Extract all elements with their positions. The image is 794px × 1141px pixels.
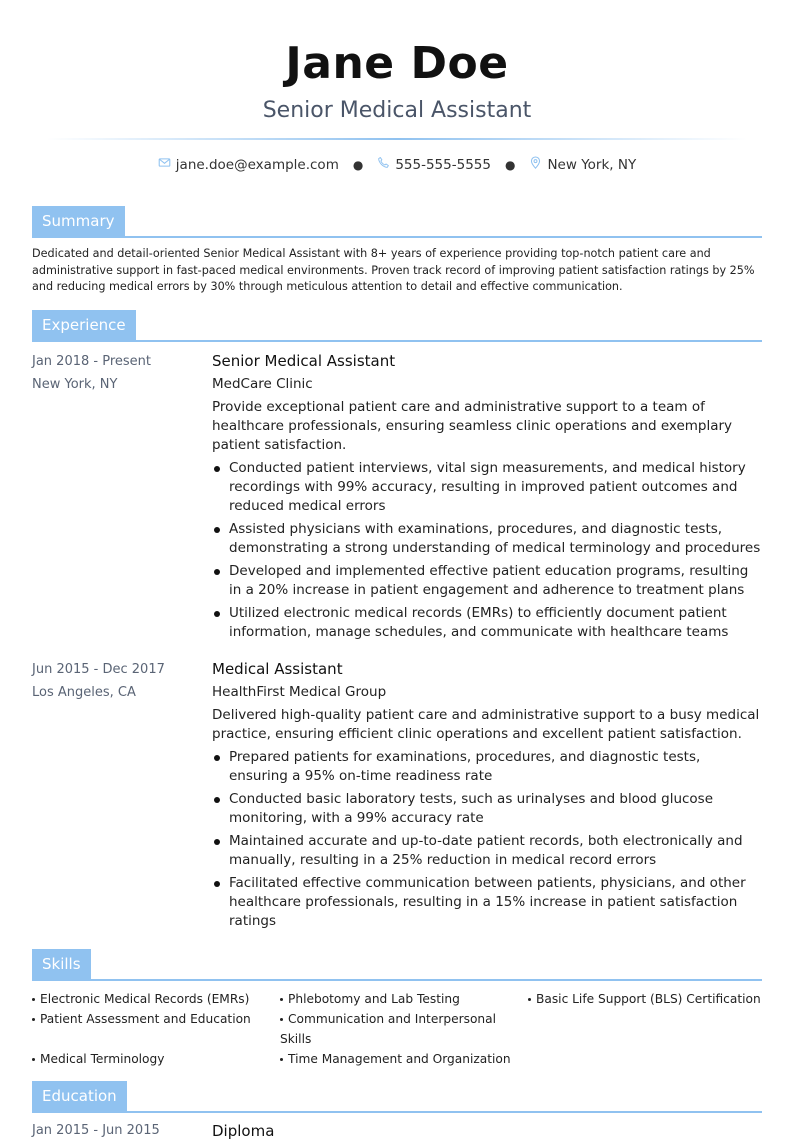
job-dates: Jun 2015 - Dec 2017 xyxy=(32,661,165,677)
contact-line xyxy=(0,156,794,173)
job-entry xyxy=(32,350,762,646)
section-rule xyxy=(32,1111,762,1113)
skills-heading-bar xyxy=(32,949,762,979)
job-bullets xyxy=(212,748,762,931)
skill-item: Basic Life Support (BLS) Certification xyxy=(528,989,762,1009)
job-bullet: Prepared patients for examinations, procedures, and diagnostic tests, ensuring a 95% on-time readiness rate xyxy=(212,748,762,786)
job-bullet: Maintained accurate and up-to-date patient records, both electronically and manually, resulting in a 25% reduction in medical record errors xyxy=(212,832,762,870)
header-divider xyxy=(47,138,747,140)
job-bullet: Conducted basic laboratory tests, such as urinalyses and blood glucose monitoring, with a 99% accuracy rate xyxy=(212,790,762,828)
job-bullet: Facilitated effective communication between patients, physicians, and other healthcare professionals, resulting in a 15% increase in patient satisfaction ratings xyxy=(212,874,762,931)
skill-item: Patient Assessment and Education xyxy=(32,1009,280,1049)
section-rule xyxy=(32,236,762,238)
job-bullet: Assisted physicians with examinations, procedures, and diagnostic tests, demonstrating a strong understanding of medical terminology and procedures xyxy=(212,520,762,558)
job-company: MedCare Clinic xyxy=(212,375,313,392)
skill-item: Phlebotomy and Lab Testing xyxy=(280,989,528,1009)
summary-heading-bar xyxy=(32,206,762,236)
location-text: New York, NY xyxy=(547,156,637,173)
experience-heading-bar xyxy=(32,310,762,340)
job-dates: Jan 2018 - Present xyxy=(32,353,151,369)
skill-item: Medical Terminology xyxy=(32,1049,280,1069)
map-pin-icon xyxy=(529,156,542,173)
job-location: Los Angeles, CA xyxy=(32,684,136,700)
job-description: Provide exceptional patient care and administrative support to a team of healthcare professionals, ensuring seamless clinic operations and exemplary patient satisfaction. xyxy=(212,398,733,453)
education-heading-bar xyxy=(32,1081,762,1111)
resume-header xyxy=(0,0,794,173)
skill-item: Time Management and Organization xyxy=(280,1049,528,1069)
education-dates: Jan 2015 - Jun 2015 xyxy=(32,1122,160,1138)
education-heading: Education xyxy=(32,1081,127,1111)
job-bullets xyxy=(212,459,762,642)
email-text: jane.doe@example.com xyxy=(175,156,339,173)
education-entry xyxy=(32,1121,762,1141)
separator-dot: ● xyxy=(352,157,364,172)
contact-location xyxy=(529,156,636,173)
summary-heading: Summary xyxy=(32,206,125,236)
skill-item: Communication and Interpersonal Skills xyxy=(280,1011,496,1046)
skills-list xyxy=(32,989,762,1069)
experience-section xyxy=(32,310,762,935)
summary-text: Dedicated and detail-oriented Senior Medical Assistant with 8+ years of experience providing top-notch patient care and administrative support in fast-paced medical environments. Proven track record of improving patient satisfaction ratings by 25% and reducing medical errors by 30% through meticulous attention to detail and effective communication. xyxy=(32,247,755,293)
job-entry xyxy=(32,658,762,935)
job-company: HealthFirst Medical Group xyxy=(212,683,387,700)
experience-heading: Experience xyxy=(32,310,136,340)
job-location: New York, NY xyxy=(32,376,118,392)
contact-phone[interactable] xyxy=(377,156,491,173)
skill-item xyxy=(528,1009,762,1049)
section-rule xyxy=(32,340,762,342)
separator-dot: ● xyxy=(504,157,516,172)
contact-email[interactable] xyxy=(158,156,339,173)
job-role: Medical Assistant xyxy=(212,659,343,678)
section-rule xyxy=(32,979,762,981)
candidate-name: Jane Doe xyxy=(285,38,509,89)
education-section xyxy=(32,1081,762,1141)
job-bullet: Utilized electronic medical records (EMRs) to efficiently document patient information, manage schedules, and communicate with healthcare teams xyxy=(212,604,762,642)
summary-section xyxy=(32,206,762,296)
job-bullet: Developed and implemented effective patient education programs, resulting in a 20% increase in patient engagement and adherence to treatment plans xyxy=(212,562,762,600)
job-bullet: Conducted patient interviews, vital sign measurements, and medical history recordings with 99% accuracy, resulting in improved patient outcomes and reduced medical errors xyxy=(212,459,762,516)
skill-item: Electronic Medical Records (EMRs) xyxy=(32,989,280,1009)
job-role: Senior Medical Assistant xyxy=(212,351,396,370)
candidate-title: Senior Medical Assistant xyxy=(262,98,532,123)
skills-section xyxy=(32,949,762,1069)
job-description: Delivered high-quality patient care and administrative support to a busy medical practice, ensuring efficient clinic operations and excellent patient satisfaction. xyxy=(212,706,760,742)
education-degree: Diploma xyxy=(212,1121,275,1140)
phone-icon xyxy=(377,156,390,173)
phone-text: 555-555-5555 xyxy=(395,156,491,173)
envelope-icon xyxy=(158,156,171,173)
skills-heading: Skills xyxy=(32,949,91,979)
